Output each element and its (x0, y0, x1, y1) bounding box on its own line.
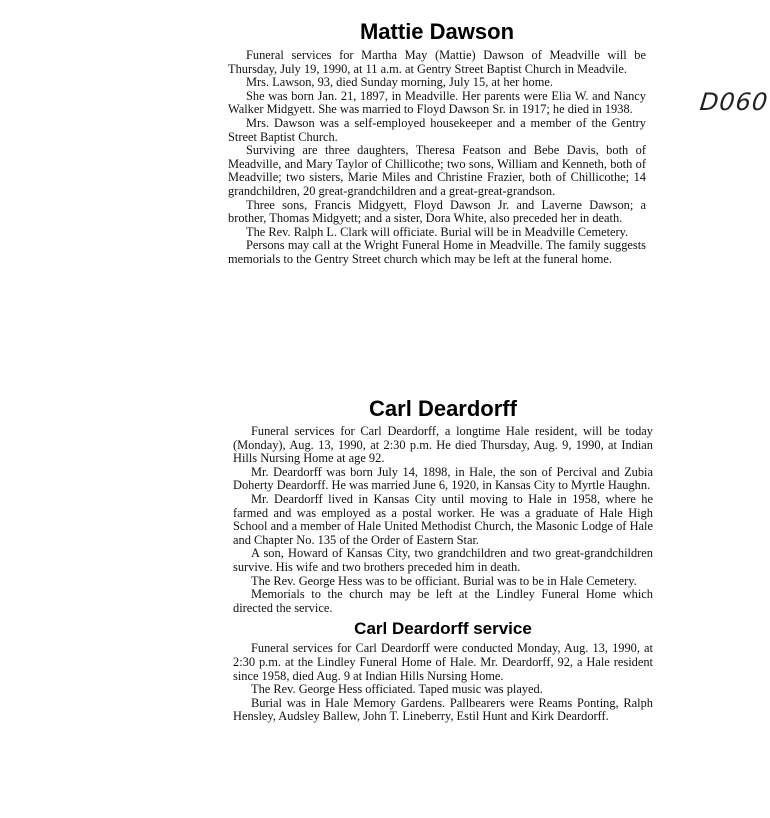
paragraph: Funeral services for Martha May (Mattie) Dawson of Meadville will be Thursday, July 19, 1990, at 11 a.m. at Gentry Street Baptist Church in Meadvile. (228, 48, 646, 76)
paragraph: The Rev. Ralph L. Clark will officiate. Burial will be in Meadville Cemetery. (246, 224, 629, 239)
paragraph: She was born Jan. 21, 1897, in Meadville. Her parents were Elia W. and Nancy Walker Midgyett. She was married to Floyd Dawson Sr. in 1917; he died in 1938. (228, 88, 646, 117)
paragraph: The Rev. George Hess was to be officiant. Burial was to be in Hale Cemetery. (251, 573, 637, 588)
paragraph: Three sons, Francis Midgyett, Floyd Dawson Jr. and Laverne Dawson; a brother, Thomas Midgyett; and a sister, Dora White, also preceded her in death. (228, 197, 646, 226)
paragraph: Funeral services for Carl Deardorff were conducted Monday, Aug. 13, 1990, at 2:30 p.m. at the Lindley Funeral Home of Hale. Mr. Deardorff, 92, a Hale resident since 1958, died Aug. 9 at Indian Hills Nursing Home. (233, 641, 653, 683)
handwritten-note: D060 (698, 88, 770, 116)
paragraph: Mr. Deardorff was born July 14, 1898, in Hale, the son of Percival and Zubia Doherty Deardorff. He was married June 6, 1920, in Kansas City to Myrtle Haughn. (233, 464, 653, 493)
headline-mattie-dawson: Mattie Dawson (359, 19, 515, 44)
paragraph: Mr. Deardorff lived in Kansas City until moving to Hale in 1958, where he farmed and was employed as a postal worker. He was a graduate of Hale High School and a member of Hale United Methodist Church, the Masonic Lodge of Hale and Chapter No. 135 of the Order of Eastern Star. (233, 491, 653, 547)
paragraph: Mrs. Lawson, 93, died Sunday morning, July 15, at her home. (246, 75, 553, 90)
headline-carl-deardorff: Carl Deardorff (369, 396, 517, 421)
headline-carl-deardorff-service: Carl Deardorff service (354, 619, 532, 639)
obituary-mattie-dawson (228, 18, 646, 267)
paragraph: Memorials to the church may be left at the Lindley Funeral Home which directed the service. (233, 587, 653, 615)
obituary-carl-deardorff (233, 395, 653, 724)
paragraph: A son, Howard of Kansas City, two grandchildren and two great-grandchildren survive. His wife and two brothers preceded him in death. (233, 546, 653, 574)
paragraph: Mrs. Dawson was a self-employed housekeeper and a member of the Gentry Street Baptist Church. (228, 115, 646, 144)
paragraph: Surviving are three daughters, Theresa Featson and Bebe Davis, both of Meadville, and Mary Taylor of Chillicothe; two sons, William and Kenneth, both of Meadville; two sisters, Marie Miles and Christine Frazier, both of Chillicothe; 14 grandchildren, 20 great-grandchildren and a great-great-grandson. (228, 143, 646, 198)
paragraph: Persons may call at the Wright Funeral Home in Meadville. The family suggests memorials to the Gentry Street church which may be left at the funeral home. (228, 238, 646, 266)
paragraph: Funeral services for Carl Deardorff, a longtime Hale resident, will be today (Monday), Aug. 13, 1990, at 2:30 p.m. He died Thursday, Aug. 9, 1990, at Indian Hills Nursing Home at age 92. (233, 424, 653, 466)
paragraph: The Rev. George Hess officiated. Taped music was played. (251, 682, 543, 697)
paragraph: Burial was in Hale Memory Gardens. Pallbearers were Reams Ponting, Ralph Hensley, Audsley Ballew, John T. Lineberry, Estil Hunt and Kirk Deardorff. (233, 695, 653, 724)
